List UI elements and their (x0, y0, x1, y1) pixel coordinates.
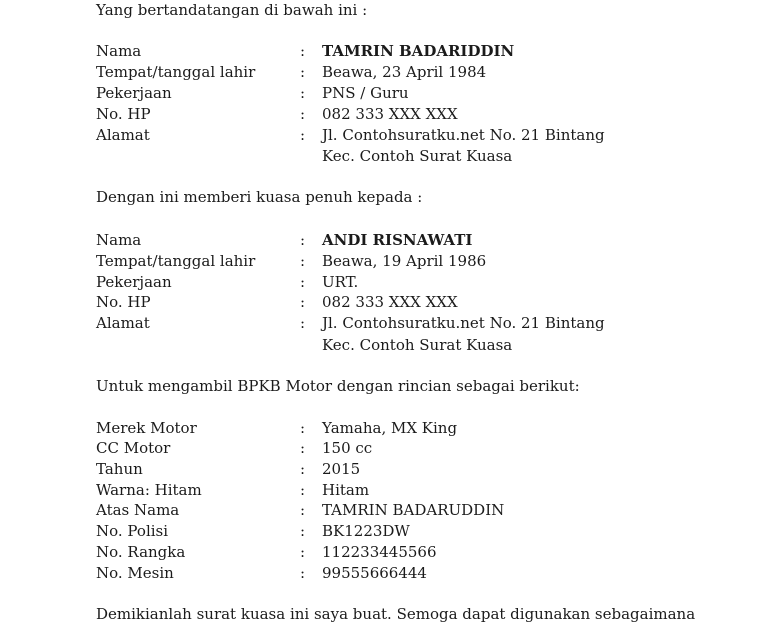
grantee-address-line2: Kec. Contoh Surat Kuasa (322, 336, 513, 354)
field-label: Merek Motor (96, 419, 197, 437)
field-value: 150 cc (322, 439, 373, 457)
field-value: 112233445566 (322, 543, 437, 561)
field-label: Tempat/tanggal lahir (96, 63, 256, 81)
field-value: TAMRIN BADARIDDIN (322, 42, 515, 60)
field-separator: : (300, 419, 306, 437)
field-value: Jl. Contohsuratku.net No. 21 Bintang (322, 126, 605, 144)
field-separator: : (300, 564, 306, 582)
field-value: 082 333 XXX XXX (322, 105, 458, 123)
motor-row-brand (0, 418, 768, 438)
field-label: Warna: Hitam (96, 481, 202, 499)
grantor-row-occupation (0, 83, 768, 103)
grantor-row-birth (0, 62, 768, 82)
field-label: Pekerjaan (96, 273, 172, 291)
grantee-row-phone (0, 292, 768, 312)
field-label: No. HP (96, 105, 151, 123)
field-separator: : (300, 293, 306, 311)
field-label: Pekerjaan (96, 84, 172, 102)
field-label: No. Polisi (96, 522, 169, 540)
field-separator: : (300, 273, 306, 291)
closing-text: Demikianlah surat kuasa ini saya buat. Semoga dapat digunakan sebagaimana (96, 605, 696, 623)
intro-text: Yang bertandatangan di bawah ini : (96, 1, 368, 19)
grantor-row-name (0, 41, 768, 61)
grantor-row-address (0, 125, 768, 145)
motor-row-year (0, 459, 768, 479)
field-separator: : (300, 63, 306, 81)
field-value: 2015 (322, 460, 361, 478)
field-label: Alamat (96, 314, 150, 332)
field-value: Beawa, 23 April 1984 (322, 63, 487, 81)
field-separator: : (300, 105, 306, 123)
field-value: Yamaha, MX King (322, 419, 458, 437)
motor-row-color (0, 480, 768, 500)
field-value: TAMRIN BADARUDDIN (322, 501, 505, 519)
field-value: 99555666444 (322, 564, 427, 582)
purpose-text: Untuk mengambil BPKB Motor dengan rincian sebagai berikut: (96, 377, 580, 395)
field-label: Atas Nama (96, 501, 180, 519)
field-separator: : (300, 314, 306, 332)
field-value: BK1223DW (322, 522, 410, 540)
motor-row-cc (0, 438, 768, 458)
field-label: Tempat/tanggal lahir (96, 252, 256, 270)
motor-row-frame (0, 542, 768, 562)
field-separator: : (300, 543, 306, 561)
motor-row-engine (0, 563, 768, 583)
field-label: No. Mesin (96, 564, 174, 582)
field-separator: : (300, 522, 306, 540)
field-label: Nama (96, 42, 142, 60)
motor-row-plate (0, 521, 768, 541)
field-separator: : (300, 501, 306, 519)
field-value: Beawa, 19 April 1986 (322, 252, 487, 270)
motor-row-owner (0, 500, 768, 520)
field-value: PNS / Guru (322, 84, 409, 102)
field-label: Nama (96, 231, 142, 249)
grantee-row-birth (0, 251, 768, 271)
field-separator: : (300, 126, 306, 144)
field-value: 082 333 XXX XXX (322, 293, 458, 311)
grantee-row-name (0, 230, 768, 250)
field-label: No. HP (96, 293, 151, 311)
field-label: Tahun (96, 460, 143, 478)
field-separator: : (300, 42, 306, 60)
grantee-row-address (0, 313, 768, 333)
grant-statement: Dengan ini memberi kuasa penuh kepada : (96, 188, 423, 206)
field-separator: : (300, 84, 306, 102)
grantor-row-phone (0, 104, 768, 124)
grantor-address-line2: Kec. Contoh Surat Kuasa (322, 147, 513, 165)
field-separator: : (300, 439, 306, 457)
field-value: Hitam (322, 481, 370, 499)
field-label: CC Motor (96, 439, 171, 457)
field-separator: : (300, 231, 306, 249)
field-label: No. Rangka (96, 543, 186, 561)
field-separator: : (300, 460, 306, 478)
grantee-row-occupation (0, 272, 768, 292)
field-value: Jl. Contohsuratku.net No. 21 Bintang (322, 314, 605, 332)
field-separator: : (300, 252, 306, 270)
field-label: Alamat (96, 126, 150, 144)
field-separator: : (300, 481, 306, 499)
field-value: ANDI RISNAWATI (322, 231, 473, 249)
field-value: URT. (322, 273, 359, 291)
